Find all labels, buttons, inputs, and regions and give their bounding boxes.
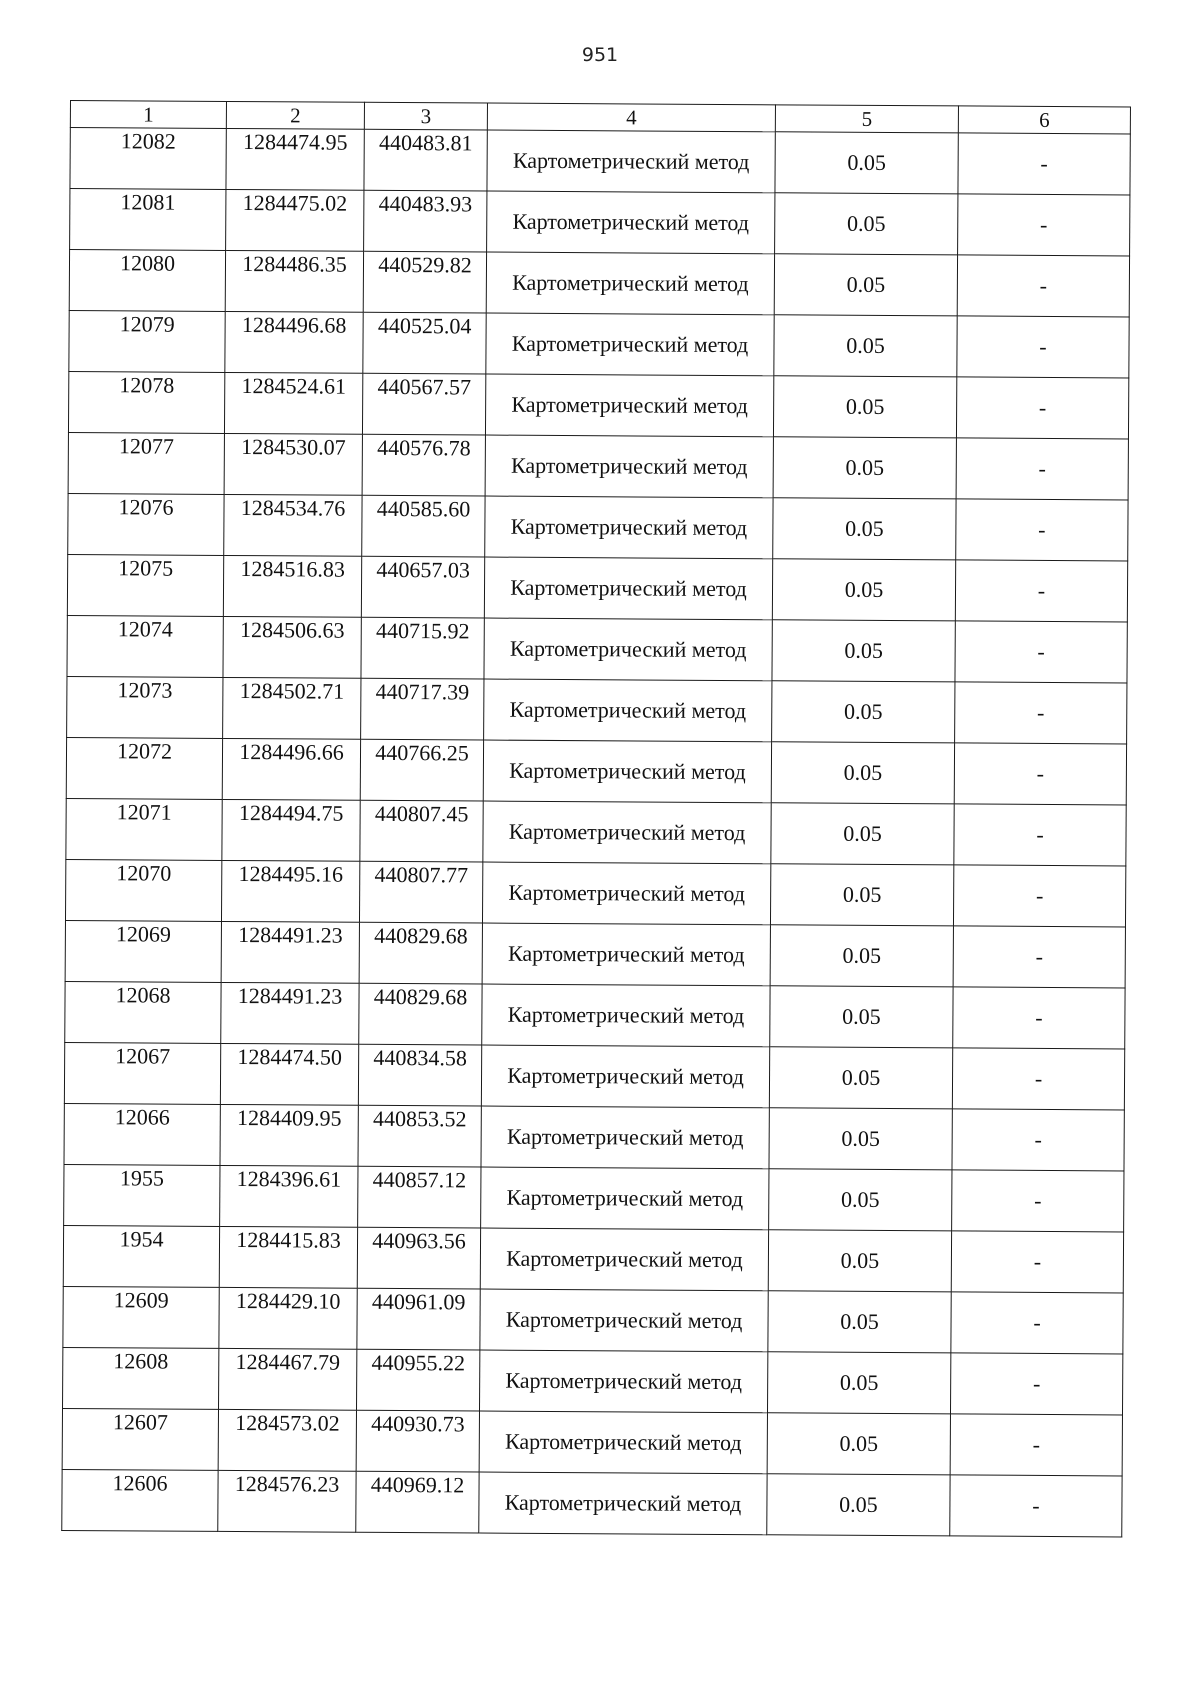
cell-coord-x: 1284396.61: [220, 1165, 358, 1227]
cell-point-number: 12609: [63, 1286, 219, 1348]
table-row: [62, 1469, 1122, 1536]
cell-coord-y: 440963.56: [357, 1227, 480, 1289]
cell-note: -: [955, 560, 1127, 622]
cell-coord-x: 1284486.35: [225, 250, 363, 312]
table-row: [63, 1225, 1123, 1292]
table-row: [68, 432, 1128, 499]
table-body: [62, 128, 1131, 1537]
cell-coord-x: 1284474.95: [226, 128, 364, 190]
cell-point-number: 12066: [64, 1103, 220, 1165]
cell-note: -: [954, 804, 1126, 866]
table-row: [63, 1347, 1123, 1414]
cell-coord-x: 1284467.79: [219, 1348, 357, 1410]
cell-coord-y: 440717.39: [361, 678, 484, 740]
cell-coord-y: 440567.57: [362, 373, 485, 435]
cell-accuracy: 0.05: [775, 132, 958, 194]
cell-coord-y: 440585.60: [362, 495, 485, 557]
cell-coord-y: 440829.68: [359, 983, 482, 1045]
cell-accuracy: 0.05: [767, 1352, 950, 1414]
column-header-1: 1: [70, 101, 226, 129]
cell-accuracy: 0.05: [768, 1230, 951, 1292]
cell-method: Картометрический метод: [482, 984, 770, 1047]
cell-note: -: [952, 1109, 1124, 1171]
cell-point-number: 12080: [69, 250, 225, 312]
cell-coord-y: 440657.03: [361, 556, 484, 618]
cell-method: Картометрический метод: [483, 740, 771, 803]
cell-method: Картометрический метод: [487, 191, 775, 254]
cell-accuracy: 0.05: [773, 437, 956, 499]
cell-note: -: [950, 1353, 1122, 1415]
cell-method: Картометрический метод: [479, 1472, 767, 1535]
cell-point-number: 12079: [69, 310, 225, 372]
cell-note: -: [958, 133, 1130, 195]
cell-accuracy: 0.05: [767, 1474, 950, 1536]
table-row: [68, 493, 1128, 560]
cell-coord-x: 1284530.07: [224, 433, 362, 495]
cell-note: -: [950, 1414, 1122, 1476]
cell-accuracy: 0.05: [773, 498, 956, 560]
column-header-6: 6: [958, 106, 1130, 134]
table-row: [65, 859, 1125, 926]
table-row: [64, 1042, 1124, 1109]
cell-method: Картометрический метод: [484, 679, 772, 742]
cell-method: Картометрический метод: [482, 862, 770, 925]
cell-method: Картометрический метод: [486, 313, 774, 376]
cell-note: -: [953, 926, 1125, 988]
cell-note: -: [951, 1231, 1123, 1293]
cell-method: Картометрический метод: [485, 374, 773, 437]
cell-coord-y: 440853.52: [358, 1105, 481, 1167]
table-row: [67, 676, 1127, 743]
cell-point-number: 12072: [66, 737, 222, 799]
cell-note: -: [953, 987, 1125, 1049]
cell-point-number: 12081: [70, 189, 226, 251]
cell-point-number: 12071: [66, 798, 222, 860]
table-row: [69, 250, 1129, 317]
cell-point-number: 12070: [65, 859, 221, 921]
cell-accuracy: 0.05: [770, 986, 953, 1048]
coordinates-table: [61, 100, 1131, 1537]
cell-coord-x: 1284496.66: [222, 738, 360, 800]
cell-accuracy: 0.05: [771, 803, 954, 865]
cell-note: -: [952, 1048, 1124, 1110]
cell-point-number: 12607: [62, 1408, 218, 1470]
cell-coord-y: 440955.22: [357, 1349, 480, 1411]
cell-accuracy: 0.05: [773, 376, 956, 438]
cell-note: -: [955, 621, 1127, 683]
cell-accuracy: 0.05: [770, 864, 953, 926]
cell-accuracy: 0.05: [772, 681, 955, 743]
cell-note: -: [954, 743, 1126, 805]
cell-method: Картометрический метод: [481, 1106, 769, 1169]
table-row: [69, 310, 1129, 377]
cell-point-number: 12608: [63, 1347, 219, 1409]
cell-coord-x: 1284506.63: [223, 616, 361, 678]
cell-accuracy: 0.05: [771, 742, 954, 804]
cell-coord-y: 440807.45: [360, 800, 483, 862]
table-row: [64, 1164, 1124, 1231]
cell-note: -: [952, 1170, 1124, 1232]
column-header-4: 4: [487, 103, 775, 132]
cell-accuracy: 0.05: [770, 925, 953, 987]
cell-point-number: 12068: [65, 981, 221, 1043]
cell-coord-x: 1284534.76: [224, 494, 362, 556]
cell-method: Картометрический метод: [482, 923, 770, 986]
cell-method: Картометрический метод: [485, 435, 773, 498]
cell-point-number: 12077: [68, 432, 224, 494]
cell-coord-y: 440483.81: [364, 129, 487, 191]
cell-method: Картометрический метод: [480, 1289, 768, 1352]
cell-point-number: 1955: [64, 1164, 220, 1226]
cell-coord-x: 1284415.83: [219, 1226, 357, 1288]
cell-method: Картометрический метод: [481, 1045, 769, 1108]
cell-method: Картометрический метод: [484, 618, 772, 681]
cell-note: -: [956, 377, 1128, 439]
cell-note: -: [955, 682, 1127, 744]
table-row: [68, 371, 1128, 438]
cell-method: Картометрический метод: [486, 252, 774, 315]
cell-coord-x: 1284494.75: [222, 799, 360, 861]
cell-note: -: [957, 316, 1129, 378]
cell-method: Картометрический метод: [481, 1167, 769, 1230]
table-row: [70, 189, 1130, 256]
cell-coord-x: 1284409.95: [220, 1104, 358, 1166]
cell-accuracy: 0.05: [772, 620, 955, 682]
cell-coord-x: 1284491.23: [221, 982, 359, 1044]
table-row: [66, 737, 1126, 804]
cell-coord-y: 440857.12: [358, 1166, 481, 1228]
cell-method: Картометрический метод: [487, 130, 775, 193]
table-row: [67, 554, 1127, 621]
cell-coord-x: 1284524.61: [224, 372, 362, 434]
cell-coord-y: 440969.12: [356, 1471, 479, 1533]
cell-coord-y: 440525.04: [363, 312, 486, 374]
cell-method: Картометрический метод: [485, 496, 773, 559]
page-number: 951: [581, 44, 619, 66]
column-header-5: 5: [775, 105, 958, 133]
cell-coord-x: 1284495.16: [221, 860, 359, 922]
cell-point-number: 12606: [62, 1469, 218, 1531]
cell-coord-y: 440529.82: [363, 251, 486, 313]
cell-note: -: [950, 1475, 1122, 1537]
cell-point-number: 12076: [68, 493, 224, 555]
cell-accuracy: 0.05: [775, 193, 958, 255]
cell-method: Картометрический метод: [484, 557, 772, 620]
cell-coord-y: 440829.68: [359, 922, 482, 984]
cell-method: Картометрический метод: [479, 1350, 767, 1413]
cell-accuracy: 0.05: [769, 1169, 952, 1231]
cell-point-number: 12073: [67, 676, 223, 738]
cell-accuracy: 0.05: [772, 559, 955, 621]
cell-coord-x: 1284496.68: [225, 311, 363, 373]
column-header-3: 3: [364, 102, 487, 130]
cell-note: -: [953, 865, 1125, 927]
cell-accuracy: 0.05: [768, 1291, 951, 1353]
cell-point-number: 12069: [65, 920, 221, 982]
cell-coord-y: 440930.73: [356, 1410, 479, 1472]
cell-coord-y: 440834.58: [358, 1044, 481, 1106]
column-header-2: 2: [226, 101, 364, 129]
cell-coord-y: 440715.92: [361, 617, 484, 679]
cell-coord-x: 1284475.02: [226, 189, 364, 251]
cell-method: Картометрический метод: [483, 801, 771, 864]
table-row: [62, 1408, 1122, 1475]
table-row: [70, 128, 1130, 195]
cell-coord-y: 440483.93: [364, 190, 487, 252]
table-row: [64, 1103, 1124, 1170]
cell-accuracy: 0.05: [769, 1108, 952, 1170]
cell-method: Картометрический метод: [479, 1411, 767, 1474]
cell-accuracy: 0.05: [767, 1413, 950, 1475]
table-row: [67, 615, 1127, 682]
cell-point-number: 12082: [70, 128, 226, 190]
cell-note: -: [956, 499, 1128, 561]
cell-point-number: 12078: [68, 371, 224, 433]
cell-note: -: [951, 1292, 1123, 1354]
table-row: [65, 981, 1125, 1048]
cell-accuracy: 0.05: [774, 254, 957, 316]
cell-coord-y: 440766.25: [360, 739, 483, 801]
cell-coord-x: 1284474.50: [220, 1043, 358, 1105]
cell-accuracy: 0.05: [769, 1047, 952, 1109]
table-row: [65, 920, 1125, 987]
table-row: [66, 798, 1126, 865]
table-row: [63, 1286, 1123, 1353]
cell-point-number: 1954: [63, 1225, 219, 1287]
cell-coord-x: 1284576.23: [218, 1470, 356, 1532]
cell-point-number: 12075: [67, 554, 223, 616]
cell-coord-y: 440807.77: [359, 861, 482, 923]
cell-note: -: [957, 255, 1129, 317]
cell-coord-x: 1284573.02: [218, 1409, 356, 1471]
cell-coord-x: 1284429.10: [219, 1287, 357, 1349]
cell-note: -: [958, 194, 1130, 256]
cell-coord-x: 1284516.83: [223, 555, 361, 617]
cell-method: Картометрический метод: [480, 1228, 768, 1291]
cell-accuracy: 0.05: [774, 315, 957, 377]
cell-coord-x: 1284502.71: [223, 677, 361, 739]
cell-point-number: 12074: [67, 615, 223, 677]
cell-coord-y: 440961.09: [357, 1288, 480, 1350]
cell-coord-y: 440576.78: [362, 434, 485, 496]
cell-coord-x: 1284491.23: [221, 921, 359, 983]
cell-point-number: 12067: [64, 1042, 220, 1104]
cell-note: -: [956, 438, 1128, 500]
